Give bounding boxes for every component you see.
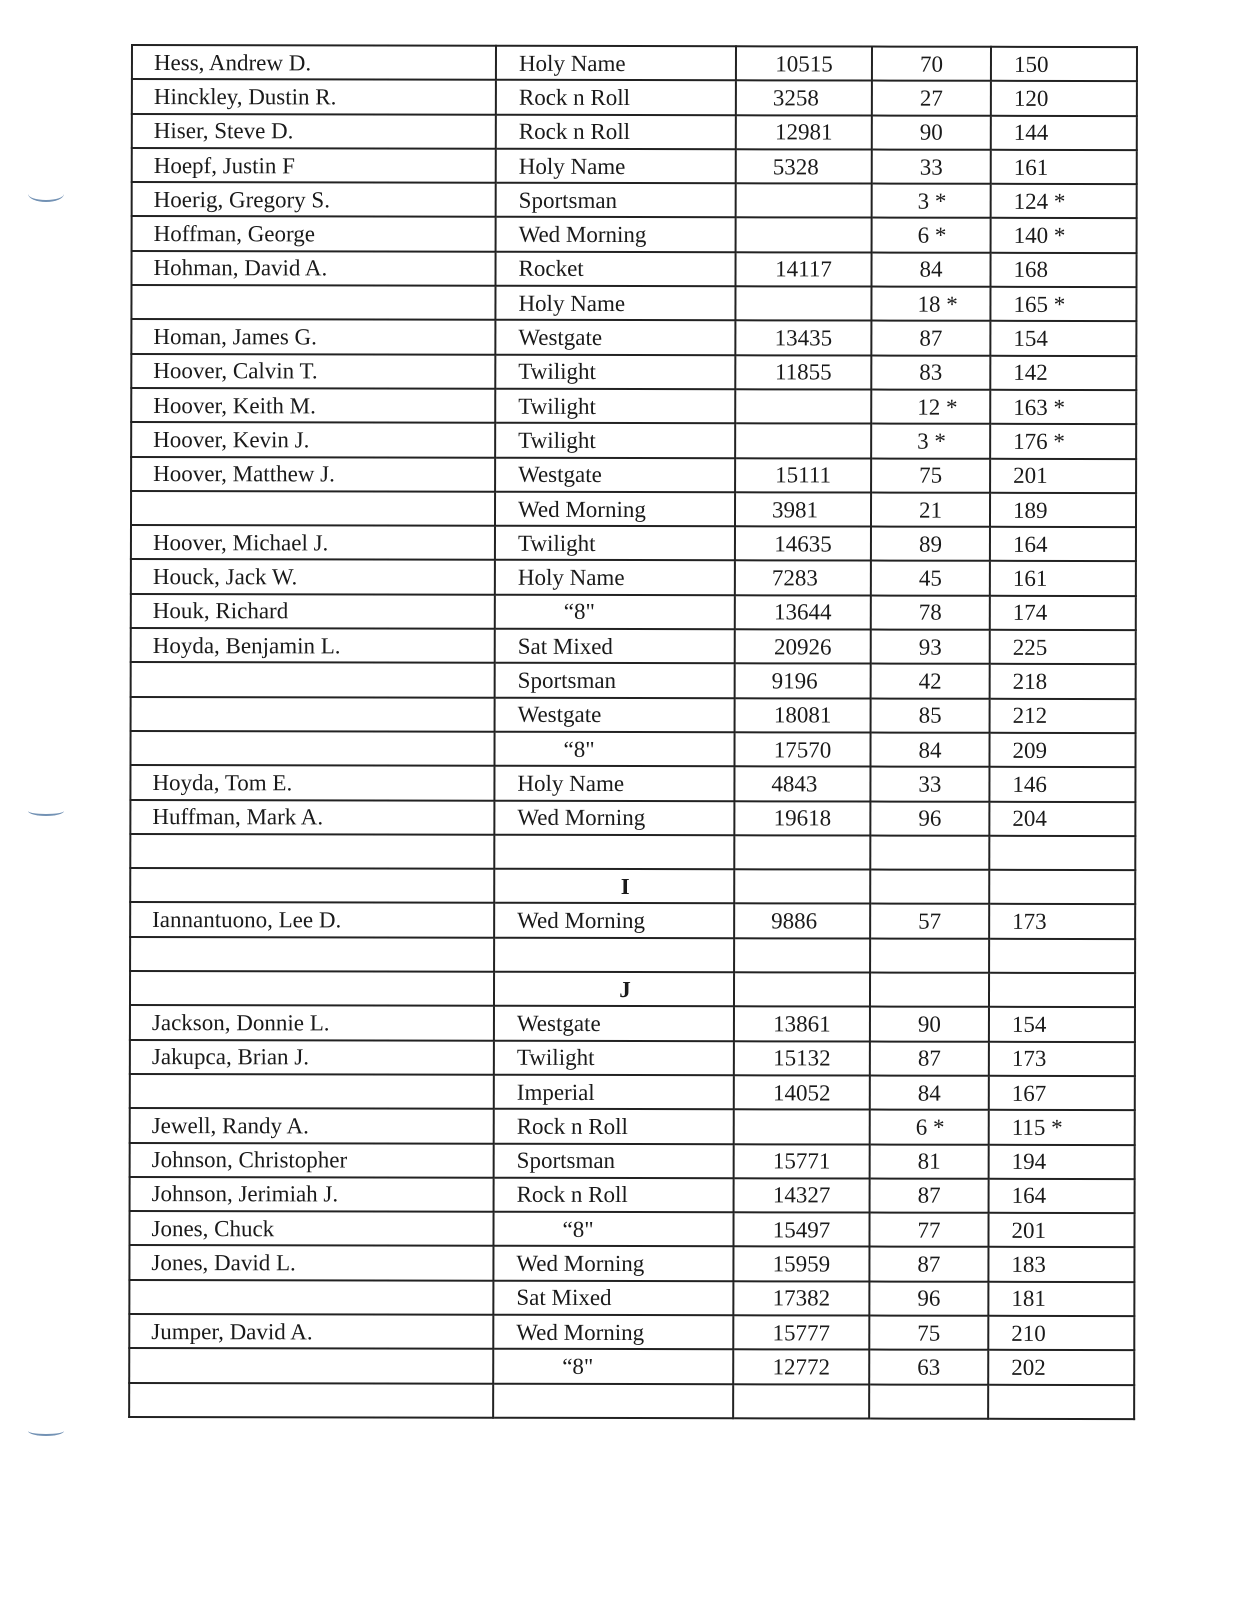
table-row: [131, 354, 1136, 390]
total-pins-cell: [734, 938, 870, 973]
league-cell: Westgate: [495, 320, 735, 355]
average-cell: 167: [989, 1076, 1135, 1111]
games-cell: 90: [872, 115, 991, 150]
games-cell: 27: [872, 81, 991, 116]
table-row: [132, 148, 1137, 184]
table-row: [131, 594, 1136, 630]
table-row: [131, 491, 1136, 527]
punch-hole-mark: [28, 1426, 64, 1436]
total-pins-cell: 15132: [734, 1041, 870, 1076]
games-cell: 57: [870, 904, 989, 939]
total-pins-cell: [735, 286, 871, 321]
table-row: [130, 834, 1135, 870]
table-row: [129, 1383, 1134, 1419]
name-cell: [130, 971, 494, 1006]
table-row: [131, 251, 1136, 287]
league-cell: Holy Name: [496, 46, 736, 81]
league-cell: Twilight: [494, 1040, 734, 1075]
bowler-name-cell: Jumper, David A.: [129, 1314, 493, 1349]
bowler-name-cell: Hoover, Keith M.: [131, 388, 495, 423]
bowler-name-cell: Jones, Chuck: [129, 1211, 493, 1246]
table-row: [130, 1108, 1135, 1144]
league-cell: Rock n Roll: [494, 1109, 734, 1144]
table-row: [130, 1142, 1135, 1178]
bowler-name-cell: [130, 731, 494, 766]
total-pins-cell: 14117: [735, 252, 871, 287]
games-cell: [869, 1384, 988, 1419]
games-cell: 18 *: [871, 287, 990, 322]
league-cell: Wed Morning: [493, 1246, 733, 1281]
bowler-name-cell: [130, 1074, 494, 1109]
total-pins-cell: 14327: [734, 1178, 870, 1213]
total-pins-cell: 19618: [734, 801, 870, 836]
average-cell: 225: [990, 630, 1136, 665]
bowler-name-cell: Hoover, Kevin J.: [131, 422, 495, 457]
games-cell: 45: [871, 561, 990, 596]
league-cell: Sat Mixed: [495, 629, 735, 664]
total-pins-cell: 10515: [736, 46, 872, 81]
bowler-name-cell: [131, 285, 495, 320]
table-row: [132, 216, 1137, 252]
league-cell: [494, 835, 734, 870]
average-cell: 176 *: [990, 424, 1136, 459]
table-body: [129, 45, 1137, 1419]
games-cell: 6 *: [870, 1110, 989, 1145]
total-pins-cell: 18081: [735, 698, 871, 733]
average-cell: 218: [990, 664, 1136, 699]
total-pins-cell: 5328: [736, 149, 872, 184]
league-cell: Holy Name: [495, 560, 735, 595]
total-pins-cell: [734, 835, 870, 870]
bowler-name-cell: Hoffman, George: [132, 216, 496, 251]
average-cell: 164: [990, 527, 1136, 562]
games-cell: 87: [869, 1247, 988, 1282]
average-cell: [989, 973, 1135, 1008]
table-row: [130, 1040, 1135, 1076]
table-row: [131, 457, 1136, 493]
league-cell: Twilight: [495, 389, 735, 424]
league-cell: “8": [493, 1349, 733, 1384]
bowler-name-cell: Houk, Richard: [131, 594, 495, 629]
league-cell: Holy Name: [496, 149, 736, 184]
league-cell: Sat Mixed: [493, 1280, 733, 1315]
total-pins-cell: 13435: [735, 321, 871, 356]
games-cell: 6 *: [872, 218, 991, 253]
games-cell: 75: [869, 1316, 988, 1351]
games-cell: 75: [871, 458, 990, 493]
bowler-name-cell: Hoover, Matthew J.: [131, 457, 495, 492]
bowler-name-cell: [131, 662, 495, 697]
bowler-name-cell: Jakupca, Brian J.: [130, 1040, 494, 1075]
bowler-name-cell: Hoyda, Benjamin L.: [131, 628, 495, 663]
games-cell: 42: [871, 664, 990, 699]
league-cell: “8": [493, 1212, 733, 1247]
games-cell: 78: [871, 595, 990, 630]
average-cell: 168: [990, 253, 1136, 288]
bowler-name-cell: Jewell, Randy A.: [130, 1108, 494, 1143]
bowler-name-cell: Huffman, Mark A.: [130, 800, 494, 835]
table-row: [132, 79, 1137, 115]
average-cell: 201: [990, 458, 1136, 493]
table-row: [129, 1211, 1134, 1247]
games-cell: 87: [871, 321, 990, 356]
total-pins-cell: 11855: [735, 355, 871, 390]
games-cell: 21: [871, 492, 990, 527]
bowler-name-cell: Hohman, David A.: [131, 251, 495, 286]
total-pins-cell: 15959: [733, 1247, 869, 1282]
average-cell: 212: [990, 698, 1136, 733]
league-cell: Twilight: [495, 354, 735, 389]
bowler-averages-table: [128, 44, 1138, 1420]
average-cell: 144: [991, 115, 1137, 150]
league-cell: “8": [495, 595, 735, 630]
games-cell: 77: [869, 1213, 988, 1248]
table-row: [131, 285, 1136, 321]
total-pins-cell: 9886: [734, 904, 870, 939]
table-row: [129, 1245, 1134, 1281]
total-pins-cell: 9196: [735, 664, 871, 699]
league-cell: Wed Morning: [494, 903, 734, 938]
table-row: [131, 628, 1136, 664]
games-cell: [870, 870, 989, 905]
total-pins-cell: [735, 389, 871, 424]
average-cell: 146: [989, 767, 1135, 802]
total-pins-cell: [735, 424, 871, 459]
table-row: [130, 1074, 1135, 1110]
league-cell: [494, 937, 734, 972]
table-row: [131, 559, 1136, 595]
games-cell: 84: [870, 732, 989, 767]
average-cell: 201: [988, 1213, 1134, 1248]
average-cell: 174: [990, 596, 1136, 631]
games-cell: 83: [871, 355, 990, 390]
league-cell: Holy Name: [494, 766, 734, 801]
games-cell: 12 *: [871, 390, 990, 425]
league-cell: Sportsman: [495, 663, 735, 698]
average-cell: 173: [989, 1041, 1135, 1076]
games-cell: 87: [870, 1041, 989, 1076]
total-pins-cell: 14635: [735, 526, 871, 561]
punch-hole-mark: [28, 806, 64, 816]
total-pins-cell: [734, 1109, 870, 1144]
bowler-name-cell: Jackson, Donnie L.: [130, 1005, 494, 1040]
average-cell: [989, 939, 1135, 974]
league-cell: Westgate: [495, 457, 735, 492]
punch-hole-mark: [28, 186, 64, 202]
bowler-name-cell: [129, 1280, 493, 1315]
table-row: [130, 800, 1135, 836]
table-row: [130, 902, 1135, 938]
league-cell: Wed Morning: [494, 800, 734, 835]
table-row: [130, 731, 1135, 767]
table-row: [130, 765, 1135, 801]
games-cell: 3 *: [872, 184, 991, 219]
average-cell: [988, 1384, 1134, 1419]
total-pins-cell: 15497: [733, 1212, 869, 1247]
average-cell: 161: [991, 150, 1137, 185]
average-cell: 115 *: [989, 1110, 1135, 1145]
bowler-name-cell: Jones, David L.: [129, 1245, 493, 1280]
total-pins-cell: 7283: [735, 561, 871, 596]
bowler-name-cell: Homan, James G.: [131, 319, 495, 354]
league-cell: Wed Morning: [496, 217, 736, 252]
bowler-name-cell: Johnson, Christopher: [130, 1142, 494, 1177]
league-cell: Sportsman: [494, 1143, 734, 1178]
bowler-name-cell: [131, 491, 495, 526]
league-cell: Wed Morning: [495, 492, 735, 527]
league-cell: [493, 1383, 733, 1418]
average-cell: 194: [989, 1144, 1135, 1179]
average-cell: 142: [990, 355, 1136, 390]
section-header-row: [130, 971, 1135, 1007]
table-row: [132, 182, 1137, 218]
games-cell: 33: [872, 149, 991, 184]
table-row: [131, 422, 1136, 458]
games-cell: 93: [871, 630, 990, 665]
total-pins-cell: 13644: [735, 595, 871, 630]
section-letter: J: [494, 972, 734, 1007]
league-cell: Imperial: [494, 1075, 734, 1110]
bowler-name-cell: Hoyda, Tom E.: [130, 765, 494, 800]
total-pins-cell: [736, 218, 872, 253]
average-cell: 150: [991, 47, 1137, 82]
bowler-name-cell: Johnson, Jerimiah J.: [130, 1177, 494, 1212]
total-pins-cell: 20926: [735, 629, 871, 664]
table-row: [131, 697, 1136, 733]
table-row: [130, 1177, 1135, 1213]
name-cell: [130, 868, 494, 903]
bowler-name-cell: [130, 937, 494, 972]
bowler-name-cell: [129, 1348, 493, 1383]
table-row: [130, 937, 1135, 973]
section-header-row: [130, 868, 1135, 904]
bowler-name-cell: Iannantuono, Lee D.: [130, 902, 494, 937]
bowler-name-cell: Hoover, Calvin T.: [131, 354, 495, 389]
average-cell: 165 *: [990, 287, 1136, 322]
games-cell: 70: [872, 47, 991, 82]
average-cell: 140 *: [991, 218, 1137, 253]
total-pins-cell: 12981: [736, 115, 872, 150]
games-cell: 84: [870, 1075, 989, 1110]
games-cell: 63: [869, 1350, 988, 1385]
pins-cell: [734, 869, 870, 904]
league-cell: Twilight: [495, 423, 735, 458]
games-cell: 85: [871, 698, 990, 733]
average-cell: 124 *: [991, 184, 1137, 219]
bowler-name-cell: [129, 1383, 493, 1418]
bowler-name-cell: Hoover, Michael J.: [131, 525, 495, 560]
average-cell: 183: [988, 1247, 1134, 1282]
section-letter: I: [494, 869, 734, 904]
bowler-name-cell: Hess, Andrew D.: [132, 45, 496, 80]
average-cell: 154: [990, 321, 1136, 356]
total-pins-cell: 14052: [734, 1075, 870, 1110]
total-pins-cell: 4843: [734, 766, 870, 801]
pins-cell: [734, 972, 870, 1007]
table-row: [129, 1348, 1134, 1384]
average-cell: 154: [989, 1007, 1135, 1042]
total-pins-cell: 3981: [735, 492, 871, 527]
average-cell: 173: [989, 904, 1135, 939]
total-pins-cell: 12772: [733, 1350, 869, 1385]
table-row: [132, 114, 1137, 150]
table-row: [131, 525, 1136, 561]
average-cell: 181: [988, 1281, 1134, 1316]
total-pins-cell: 17382: [733, 1281, 869, 1316]
games-cell: 89: [871, 527, 990, 562]
average-cell: 189: [990, 493, 1136, 528]
league-cell: Rock n Roll: [496, 80, 736, 115]
games-cell: 81: [870, 1144, 989, 1179]
bowler-name-cell: Hinckley, Dustin R.: [132, 79, 496, 114]
games-cell: 33: [870, 767, 989, 802]
average-cell: 202: [988, 1350, 1134, 1385]
average-cell: [989, 836, 1135, 871]
bowler-name-cell: [130, 834, 494, 869]
average-cell: 163 *: [990, 390, 1136, 425]
games-cell: 3 *: [871, 424, 990, 459]
table-row: [129, 1314, 1134, 1350]
table-row: [131, 662, 1136, 698]
bowler-name-cell: Hiser, Steve D.: [132, 114, 496, 149]
league-cell: Wed Morning: [493, 1315, 733, 1350]
average-cell: 204: [989, 801, 1135, 836]
league-cell: Rock n Roll: [496, 114, 736, 149]
total-pins-cell: 15771: [734, 1144, 870, 1179]
table-row: [132, 45, 1137, 81]
average-cell: 120: [991, 81, 1137, 116]
bowler-name-cell: [131, 697, 495, 732]
average-cell: 164: [989, 1179, 1135, 1214]
games-cell: 84: [871, 252, 990, 287]
average-cell: 210: [988, 1316, 1134, 1351]
league-cell: Westgate: [495, 697, 735, 732]
total-pins-cell: [736, 183, 872, 218]
bowler-name-cell: Houck, Jack W.: [131, 559, 495, 594]
league-cell: “8": [494, 732, 734, 767]
games-cell: 90: [870, 1007, 989, 1042]
league-cell: Twilight: [495, 526, 735, 561]
league-cell: Sportsman: [496, 183, 736, 218]
average-cell: [989, 870, 1135, 905]
league-cell: Rock n Roll: [494, 1178, 734, 1213]
total-pins-cell: [733, 1384, 869, 1419]
league-cell: Holy Name: [495, 286, 735, 321]
league-cell: Rocket: [495, 252, 735, 287]
games-cell: 87: [870, 1178, 989, 1213]
average-cell: 161: [990, 561, 1136, 596]
games-cell: 96: [870, 801, 989, 836]
total-pins-cell: 17570: [734, 732, 870, 767]
total-pins-cell: 15777: [733, 1315, 869, 1350]
total-pins-cell: 15111: [735, 458, 871, 493]
games-cell: [870, 835, 989, 870]
total-pins-cell: 13861: [734, 1007, 870, 1042]
table-row: [131, 319, 1136, 355]
bowler-name-cell: Hoepf, Justin F: [132, 148, 496, 183]
table-row: [130, 1005, 1135, 1041]
games-cell: 96: [869, 1281, 988, 1316]
table-row: [129, 1280, 1134, 1316]
average-cell: 209: [989, 733, 1135, 768]
games-cell: [870, 973, 989, 1008]
bowler-name-cell: Hoerig, Gregory S.: [132, 182, 496, 217]
total-pins-cell: 3258: [736, 81, 872, 116]
table-row: [131, 388, 1136, 424]
games-cell: [870, 938, 989, 973]
league-cell: Westgate: [494, 1006, 734, 1041]
